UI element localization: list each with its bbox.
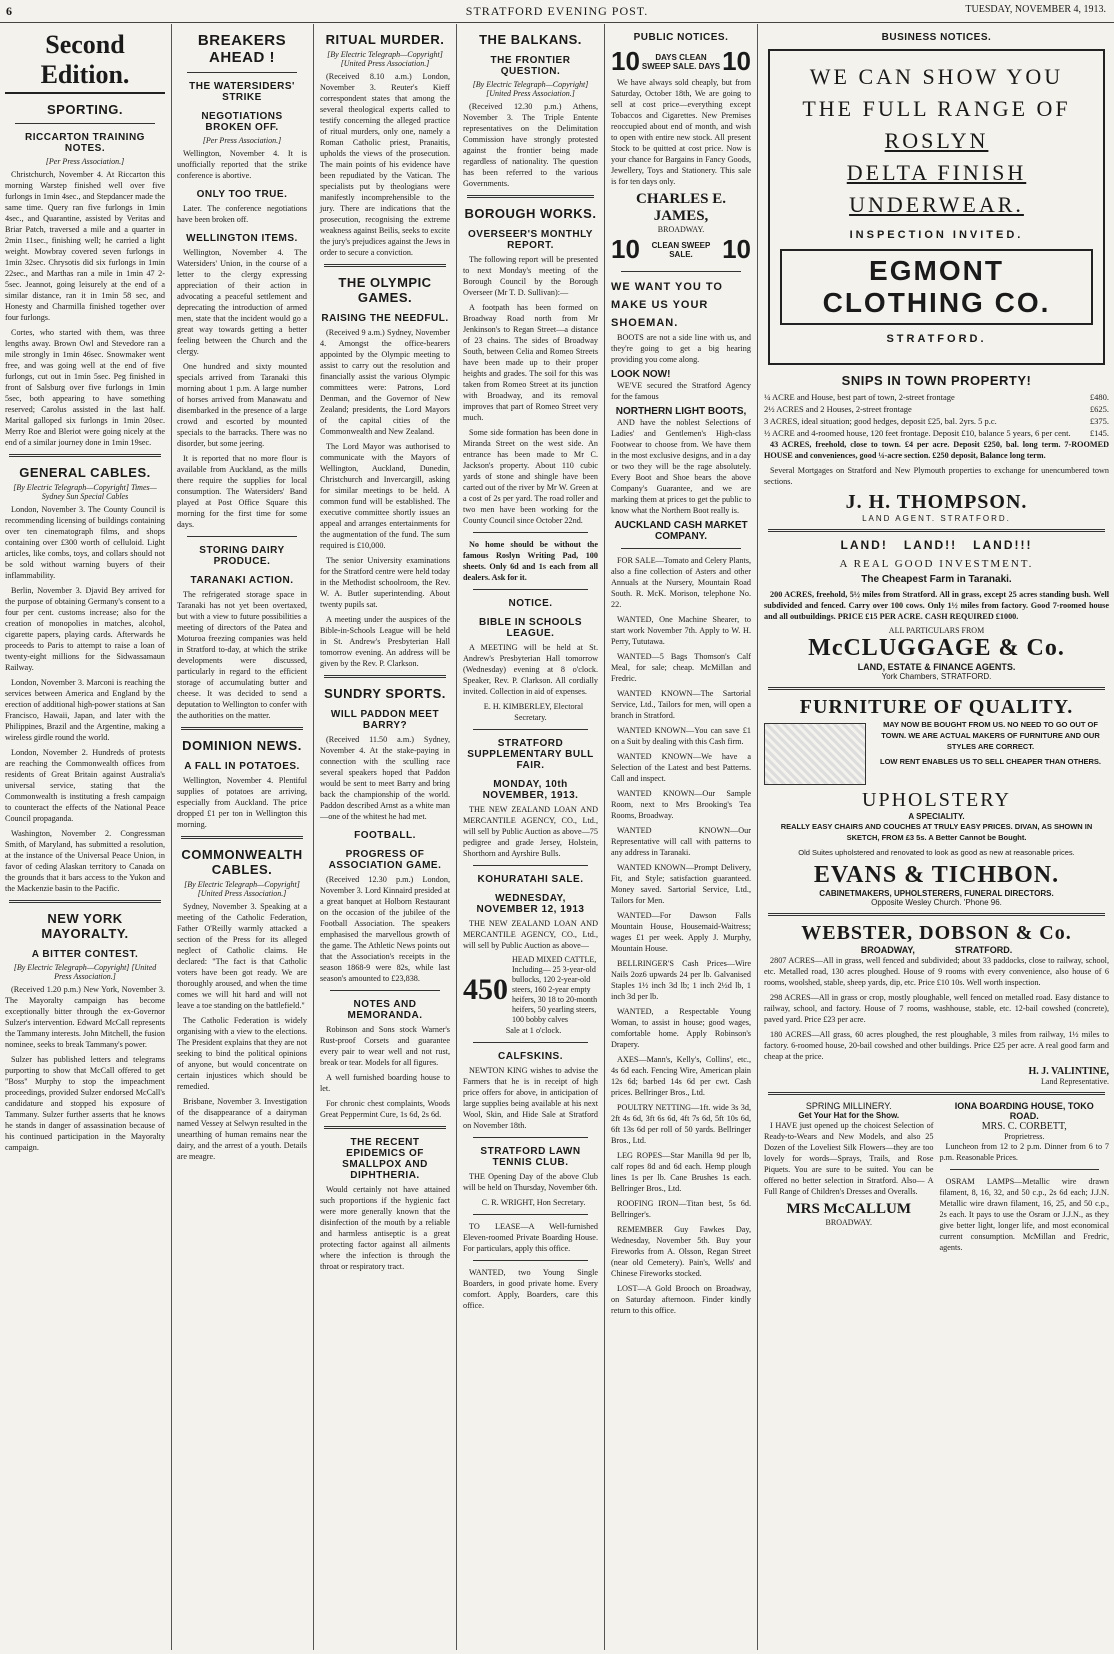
divider [330,990,440,991]
news-credit: [By Electric Telegraph—Copyright] [United Press Association.] [327,50,443,68]
article-paragraph: London, November 3. The County Council is recommending licensing of buildings containing over ten cinematograph films, and shops containing over £300 worth of celluloid. Light articles, like combs, toys, and collars should not be sold without warning buyers of their inflammability. [5,505,165,580]
cattle-ad [463,955,598,1025]
classified: WANTED KNOWN—Prompt Delivery, Fit, and Style; satisfaction guaranteed. Money saved. Sartorial Service, Ltd., Tailors for Men. [611,863,751,905]
notice-heading: BIBLE IN SCHOOLS LEAGUE. [478,617,582,639]
article-subheading: NEGOTIATIONS BROKEN OFF. [201,111,283,133]
sofa-illustration-icon [764,723,866,785]
edition-banner: Second Edition. [5,30,165,94]
property-listing [764,427,1109,439]
advertiser-address: York Chambers, STRATFORD. [881,672,992,681]
article-subheading: A FALL IN POTATOES. [184,761,300,772]
classified: WANTED—5 Bags Thomson's Calf Meal, for sale; cheap. McMillan and Fredric. [611,652,751,683]
divider [187,536,297,537]
classified: AXES—Mann's, Kelly's, Collins', etc., 4s 6d each. Fencing Wire, American plain 12s 6d; barbed 14s 6d per cwt. Cash prices. Bellringer Bros., Ltd. [611,1055,751,1097]
news-credit: [By Electric Telegraph—Copyright] Times—Sydney Sun Special Cables [13,483,157,501]
notice-signature: E. H. KIMBERLEY, Electoral Secretary. [483,702,584,722]
land-subheading: A REAL GOOD INVESTMENT. [839,558,1034,570]
article-subheading: THE WATERSIDERS' STRIKE [189,81,295,103]
notice-heading: NOTICE. [508,598,553,609]
news-credit: [Per Press Association.] [45,157,125,166]
property-extra: 43 ACRES, freehold, close to town. £4 per acre. Deposit £250, bal. long term. 7-ROOMED HOUSE and conveniences, good ¼-acre section. £250 deposit, Balance long term. [764,440,1109,460]
notice-heading: KOHURATAHI SALE. [477,874,584,885]
article-paragraph: (Received 12.30 p.m.) Athens, November 3. The Triple Entente representatives on the Delimitation Commission have strongly protested against the frontier being made regardless of nationality. The question has been referred to the various Governments. [463,102,598,188]
ad-text: OSRAM LAMPS—Metallic wire drawn filament, 8, 16, 32, and 50 c.p., 2s 6d each; J.J.N. Metallic wire drawn filament, 16, 25, and 50 c.p., 2s each. It pays to use the Osram or J.J.N., as they give better light, longer life, and most economical current consumption. McMillan and Fredric, agents. [939,1177,1109,1252]
upholstery-text: REALLY EASY CHAIRS AND COUCHES AT TRULY EASY PRICES. DIVAN, AS SHOWN IN SKETCH, FROM £3 5s. A Better Cannot be Bought. [780,822,1093,842]
divider [473,1260,588,1261]
land-listing: 2807 ACRES—All in grass, well fenced and subdivided; about 33 paddocks, close to railway, school, etc. Metalled road, 130 acres ploughed. House of 9 rooms with every convenience, also house of 6 rooms, woolshed, stable, sheep yards, dip, etc. Price £10 10s. Well worth inspection. [764,956,1109,987]
article-paragraph: Later. The conference negotiations have been broken off. [177,204,307,224]
divider [324,675,446,678]
divider [467,195,594,198]
advertiser-name: J. H. THOMPSON. [845,491,1028,513]
classified: WANTED KNOWN—The Sartorial Service, Ltd., Tailors for men, will open a branch in Stratford. [611,689,751,720]
ad-heading: IONA BOARDING HOUSE, TOKO ROAD. [954,1101,1094,1121]
cattle-count: 450 [463,973,508,1006]
ad-heading: SNIPS IN TOWN PROPERTY! [841,373,1032,388]
article-subheading: ONLY TOO TRUE. [196,189,288,200]
divider [768,529,1105,532]
article-heading: RICCARTON TRAINING NOTES. [25,132,145,154]
article-subheading: WELLINGTON ITEMS. [186,233,298,244]
classified: BELLRINGER'S Cash Prices—Wire Nails 2oz6 upwards 24 per lb. Galvanised Staples 1½ inch 3d lb; 1 inch 2½d lb, 1 inch 3d per lb. [611,959,751,1001]
property-price: £375. [1089,416,1109,426]
ad-inspection: INSPECTION INVITED. [849,229,1024,241]
advertiser-address: Opposite Wesley Church. 'Phone 96. [871,898,1002,907]
agent-name: H. J. VALINTINE, [1028,1066,1109,1077]
property-text: 2½ ACRES and 2 Houses, 2-street frontage [764,404,912,414]
article-paragraph: (Received 9 a.m.) Sydney, November 4. Amongst the office-bearers appointed by the Olympic meeting to assist to carry out the resolution and financially assist the various Olympic committees were: Patrons, Lord Denman, and the Governor of New Zealand; presidents, the Lord Mayors of the capital cities of the Commonwealth and New Zealand. [320,328,450,436]
proprietor-title: Proprietress. [1004,1132,1045,1141]
particulars-label: ALL PARTICULARS FROM [888,626,985,635]
section-heading: SPORTING. [46,102,123,117]
article-heading: GENERAL CABLES. [19,465,151,480]
divider [473,865,588,866]
article-heading: COMMONWEALTH CABLES. [181,847,303,877]
advertiser-subtitle: CABINETMAKERS, UPHOLSTERERS, FUNERAL DIRECTORS. [819,889,1054,898]
upholstery-text: Old Suites upholstered and renovated to look as good as new at reasonable prices. [798,848,1075,857]
article-paragraph: Wellington, November 4. Plentiful supplies of potatoes are arriving, especially from Auckland. The price dropped £1 per ton in Wellington this morning. [177,776,307,829]
article-subheading: RAISING THE NEEDFUL. [321,313,449,324]
notice-signature: C. R. WRIGHT, Hon Secretary. [481,1198,586,1207]
article-paragraph: The following report will be presented to next Monday's meeting of the Borough Council by the Borough Overseer (Mr T. D. Sullivan):— [463,255,598,297]
ad-line: ROSLYN [884,128,989,153]
sale-banner [611,234,751,265]
ad-line: DELTA FINISH [846,160,1027,185]
advertiser-address: BROADWAY. [825,1218,872,1227]
article-paragraph: One hundred and sixty mounted specials arrived from Taranaki this morning about 1 p.m. A large number of horses arrived from Manawatu and disembarked in the presence of a large crowd and escorted by mounted specials to the barracks. There was no disorder, but some jeering. [177,362,307,448]
article-paragraph: Brisbane, November 3. Investigation of the disappearance of a dairyman named Vessey at Selwyn resulted in the unearthing of human remains near the dairy, and the arrest of a youth. Details are meagre. [177,1097,307,1161]
divider [15,123,155,124]
advertiser-name: AUCKLAND CASH MARKET COMPANY. [614,520,748,542]
classified: WANTED—For Dawson Falls Mountain House, Housemaid-Waitress; wages £1 per week. Apply J. Murphy, Mountain House. [611,911,751,953]
newspaper-title: STRATFORD EVENING POST. [465,4,649,18]
column-6 [759,24,1114,1650]
property-text: ½ ACRE and 4-roomed house, 120 feet frontage. Deposit £10, balance 5 years, 6 per cent. [764,428,1071,438]
divider [768,913,1105,916]
divider [473,532,588,533]
divider [324,264,446,267]
ad-line: THE FULL RANGE OF [802,96,1071,121]
article-paragraph: The refrigerated storage space in Taranaki has not yet been overtaxed, but with a view to future possibilities a meeting of directors of the Patea and Moturoa freezing companies was held in Stratford to-day, at which the strike developments were discussed, particularly in regard to the efficient storage of accumulating butter and cheese. It was decided to send a deputation to Wellington to confer with the authorities on the matter. [177,590,307,720]
millinery-ad [764,1101,934,1257]
article-paragraph: The senior University examinations for the Stratford centre were held today in the Methodist schoolroom, the Rev. W. A. Butler superintending. About twenty pupils sat. [320,556,450,609]
section-heading: PUBLIC NOTICES. [633,32,729,43]
divider [181,836,303,839]
sale-days-number: 10 [611,46,640,76]
property-listing [764,403,1109,415]
advertiser-name: WEBSTER, DOBSON & Co. [801,922,1072,944]
divider [621,271,741,272]
column-5 [606,24,756,1650]
property-listing [764,415,1109,427]
news-credit: [By Electric Telegraph—Copyright] [United Press Association.] [184,880,300,898]
article-heading: THE BALKANS. [479,32,582,47]
article-paragraph: (Received 11.50 a.m.) Sydney, November 4. At the stake-paying in connection with the sculling race several speakers hoped that Paddon would be sent to meet Barry and bring back the championship of the world. Paddon described Arnst as a white man—one of the whitest he had met. [320,735,450,821]
article-subheading: THE FRONTIER QUESTION. [490,55,571,77]
article-paragraph: London, November 3. Marconi is reaching the services between America and England by the erection of additional high-power stations at San Francisco, Hawaii, Japan, and later with the Philippines, Brazil and the Argentine, making a wireless girdle round the world. [5,678,165,742]
advertiser-name: CHARLES E. JAMES, [635,191,727,224]
article-subheading: A BITTER CONTEST. [31,949,139,960]
divider [473,1042,588,1043]
article-heading: RITUAL MURDER. [325,32,445,47]
sale-days-number: 10 [722,234,751,264]
article-paragraph: Berlin, November 3. Djavid Bey arrived for the purpose of obtaining Germany's consent to a four per cent. customs increase; also for the creation of monopolies in matches, alcohol, cigarette papers, playing cards. Afterwards he proceeds to Paris to attempt to raise a loan of twenty-eight millions for the Sidwassamaun Railway. [5,586,165,672]
divider [473,729,588,730]
advertisement-text: AND have the noblest Selections of Ladies' and Gentlemen's High-class Footwear to choose from. We have them in the most exclusive designs, and in a day or two they will be the rage absolutely. Every Boot and Shoe bears the above Company's Guarantee, and we are marking them at prices to get the public to know what the Northern Boot really is. [611,418,751,515]
advertiser-subtitle: BROADWAY, STRATFORD. [860,945,1013,955]
divider [473,1137,588,1138]
article-subheading: PROGRESS OF ASSOCIATION GAME. [328,849,442,871]
article-paragraph: A well furnished boarding house to let. [320,1073,450,1093]
article-subheading: FOOTBALL. [354,830,416,841]
news-credit: [Per Press Association.] [202,136,282,145]
property-listing [764,391,1109,403]
notice-text: A MEETING will be held at St. Andrew's Presbyterian Hall tomorrow (Wednesday) evening at 8 o'clock. Speaker, Rev. P. Clarkson. All cordially invited. Collection in aid of expenses. [463,643,598,696]
classified: WANTED KNOWN—Our Sample Room, next to Mrs Brooking's Tea Rooms, Broadway. [611,789,751,820]
article-paragraph: The Catholic Federation is widely organising with a view to the elections. The President explains that they are not seeking to bind the political opinions of anyone, but would concentrate on certain injustices which should be remedied. [177,1016,307,1091]
divider [621,548,741,549]
sale-banner-label: CLEAN SWEEP SALE. [651,240,711,259]
notice-text: THE Opening Day of the above Club will be held on Thursday, November 6th. [463,1172,598,1192]
sale-banner-label: DAYS CLEAN SWEEP SALE. DAYS [641,52,721,71]
article-heading: THE RECENT EPIDEMICS OF SMALLPOX AND DIPHTHERIA. [342,1137,428,1181]
sale-days-number: 10 [611,234,640,264]
furniture-heading: FURNITURE OF QUALITY. [799,696,1074,718]
article-paragraph: Sulzer has published letters and telegrams purporting to show that McCall offered to get "Boss" Murphy to stop the impeachment proceedings, provided Sulzer endorsed McCall's candidature and stopped his exposure of Tammany. Sulzer further asserts that he knows he stands in danger of assassination because of his continued participation in the Mayoralty campaign. [5,1055,165,1152]
divider [950,1169,1100,1170]
ad-location: STRATFORD. [886,333,987,345]
classified: LEG ROPES—Star Manilla 9d per lb, calf ropes 8d and 6d each. Hemp plough lines 1s per lb. Cane Brushes 1s each. Bellringer Bros., Ltd. [611,1151,751,1193]
ad-subheading: Get Your Hat for the Show. [798,1111,900,1120]
classified: FOR SALE—Tomato and Celery Plants, also a fine collection of Asters and other Annuals at the Nursery, Mountain Road South. R. McK. Morison, telephone No. 22. [611,556,751,609]
advertiser-name: McCLUGGAGE & Co. [808,635,1065,661]
ad-heading: SPRING MILLINERY. [805,1101,892,1111]
article-heading: DOMINION NEWS. [182,738,302,753]
notice-text: Sale at 1 o'clock. [505,1026,562,1035]
advertisement-text: We have always sold cheaply, but from Saturday, October 18th, We are going to sell at cost price—everything except Tobaccos and Cigarettes. New Premises reoccupied about end of month, and wish to open with entire new stock. All present Stock to be quitted at cost price. Now is your chance for Bargains in Fancy Goods, Jewellery, Toys and Stationery. This sale is for ten days only. [611,78,751,186]
article-subheading: WILL PADDON MEET BARRY? [330,709,440,731]
divider [181,727,303,730]
section-heading: BUSINESS NOTICES. [881,32,992,43]
article-subheading: OVERSEER'S MONTHLY REPORT. [468,229,593,251]
notice-heading: WEDNESDAY, NOVEMBER 12, 1913 [476,893,585,915]
notice-text: THE NEW ZEALAND LOAN AND MERCANTILE AGENCY, CO., Ltd., will sell by Public Auction as above—75 pedigree and grade Jersey, Holstein, Shorthorn and Ayrshire Bulls. [463,805,598,858]
advertisement: No home should be without the famous Roslyn Writing Pad, 100 sheets. Only 6d and 1s each from all dealers. Ask for it. [463,540,598,582]
article-paragraph: Some side formation has been done in Miranda Street on the west side. An entrance has been made to Mr C. Jackson's property. About 110 cubic yards of stone and shingle have been carted out of the river by Mr W. Green at a cost of 2s per yard. The road roller and two men have been working for the County Council since October 22nd. [463,428,598,525]
advertisement-text: BOOTS are not a side line with us, and they're going to get a big hearing providing you come along. [611,333,751,364]
notice-heading: CALFSKINS. [498,1051,563,1062]
article-paragraph: Wellington, November 4. It is unofficially reported that the strike conference is abortive. [177,149,307,180]
divider [768,687,1105,690]
divider [9,900,161,903]
classified: WANTED, One Machine Shearer, to start work November 7th. Apply to W. H. Perry, Tututawa. [611,615,751,646]
article-paragraph: Wellington, November 4. The Watersiders' Union, in the course of a letter to the clergy expressing appreciation of their action in advocating a peaceful settlement and deprecating the introduction of armed men, state that the incident would go a great way towards getting a better feeling between the Church and the clergy. [177,248,307,356]
egmont-advertisement [768,49,1105,365]
advertiser-name: EVANS & TICHBON. [813,862,1060,888]
article-paragraph: A footpath has been formed on Broadway Road north from Mr Jenkinson's to Regan Street—a distance of 23 chains. The sides of Broadway South, between Celia and Romeo Streets have been made up to their proper heights and grades. The soil for this was taken from Romeo Street at its junction with Broadway, and its removal improves that part of Romeo Street very much. [463,303,598,422]
article-heading: BOROUGH WORKS. [464,206,597,221]
agent-title: Land Representative. [1041,1077,1109,1086]
column-2 [172,24,312,1650]
classified: LOST—A Gold Brooch on Broadway, on Saturday afternoon. Finder kindly return to this office. [611,1284,751,1315]
news-credit: [By Electric Telegraph—Copyright] [United Press Association.] [13,963,157,981]
article-paragraph: It is reported that no more flour is available from Auckland, as the mills there require the supplies for local consumption. The Watersiders' Band played at Post Office Square this morning for the first time for some days. [177,454,307,529]
notice-heading: MONDAY, 10th NOVEMBER, 1913. [482,779,579,801]
article-paragraph: Christchurch, November 4. At Riccarton this morning Warstep finished well over five furlongs in 1min 4sec., and Stepdancer made the same time. Query ran five furlongs in 1min 4sec., and Quarantine, assisted by Veritas and Briar Patch, traversed a mile and a quarter in 2min 11sec., finishing well; he carried a light weight. Mowbray covered seven furlongs in 1min 32sec. Chrysotis did six furlongs in 1min 22sec., and Marthas ran a mile in 1min 47 2-5sec. Jeannot, going leisurely at the end of a similar distance, ran it in 1min 58 sec, and Honesty and Charmilla finished together over four furlongs. [5,170,165,322]
advertiser-subtitle: LAND, ESTATE & FINANCE AGENTS. [857,662,1016,672]
ad-line: UNDERWEAR. [849,192,1024,217]
land-listing: 298 ACRES—All in grass or crop, mostly ploughable, well fenced on metalled road. Easy distance to railway, school, and factory. House of 7 rooms, washhouse, stable, etc. 12-bail cowshed (concrete), paved yard. Price £23 per acre. [764,993,1109,1024]
classified: TO LEASE—A Well-furnished Eleven-roomed Private Boarding House. For particulars, apply this office. [463,1222,598,1253]
article-paragraph: Washington, November 2. Congressman Smith, of Maryland, has submitted a resolution, at the instance of the Universal Peace Union, in favor of ceding Alaskan territory to Canada on the grounds that it bars access to the Yukon and the Mackenzie basin to the Pacific. [5,829,165,893]
article-heading: THE OLYMPIC GAMES. [338,275,432,305]
column-4 [458,24,603,1650]
news-credit: [By Electric Telegraph—Copyright] [United Press Association.] [472,80,589,98]
divider [324,1126,446,1129]
property-price: £625. [1089,404,1109,414]
classified: WANTED KNOWN—Our Representative will call with patterns to any address in Taranaki. [611,826,751,857]
classified: WANTED, a Respectable Young Woman, to assist in house; good wages, comfortable home. Apply Robinson's Drapery. [611,1007,751,1049]
land-listing: 180 ACRES—All grass, 60 acres ploughed, the rest ploughable, 3 miles from railway, 1½ miles to factory. 6-roomed house, 20-bail cowshed and other buildings. Price £25 per acre. A real good farm and cheap at the price. [764,1030,1109,1061]
masthead [0,0,1114,23]
classified: WANTED KNOWN—You can save £1 on a Suit by dealing with this Cash firm. [611,726,751,746]
article-paragraph: For chronic chest complaints, Woods Great Peppermint Cure, 1s 6d, 2s 6d. [320,1099,450,1119]
article-heading: NOTES AND MEMORANDA. [347,999,423,1021]
furniture-ad-body [764,719,1109,789]
article-paragraph: (Received 8.10 a.m.) London, November 3. Reuter's Kieff correspondent states that among the several theological experts called to testify concerning the alleged practice of ritual murders, only one, namely a Roman Catholic priest, Pranaitis, upholds the views of the prosecution. The main points of his evidence have been repudiated by the Vatican. The specialists put by theologians were manifestly incomprehensible to the jury. There are indications that the prosecution, recognising the extreme weakness against Beilis, seeks to excite the jury's prejudices against the Jews in order to secure a conviction. [320,72,450,257]
bottom-ads [764,1101,1109,1257]
classified: WANTED KNOWN—We have a Selection of the Latest and best Patterns. Call and inspect. [611,752,751,783]
article-heading: SUNDRY SPORTS. [324,686,446,701]
article-heading: STORING DAIRY PRODUCE. [199,545,285,567]
property-text: 3 ACRES, ideal situation; good hedges, deposit £25, bal. 2yrs. 5 p.c. [764,416,997,426]
article-paragraph: Sydney, November 3. Speaking at a meeting of the Catholic Federation, Father O'Reilly warmly attacked a section of the Press for its alleged neglect of Catholic claims. He declared: "The fact is that Catholic voters have been got ready. We are thoroughly aroused, and when the time comes we will hit hard and will not leave a toe standing on the battlefield." [177,902,307,1010]
notice-heading: STRATFORD LAWN TENNIS CLUB. [480,1146,581,1168]
article-paragraph: Would certainly not have attained such proportions if the hygienic fact were more generally known that the disinfection of the mouth by a reliable and harmless antiseptic is a great protecting factor against all ailments where the infection is through the throat or respiratory tract. [320,1185,450,1271]
upholstery-subheading: A SPECIALITY. [908,812,965,821]
notice-heading: STRATFORD SUPPLEMENTARY BULL FAIR. [467,738,594,771]
sale-days-number: 10 [722,46,751,76]
furniture-text: MAY NOW BE BOUGHT FROM US. NO NEED TO GO OUT OF TOWN. WE ARE ACTUAL MAKERS OF FURNITURE AND OUR STYLES ARE CORRECT. [881,720,1100,751]
page-number: 6 [6,4,12,18]
advertiser-name: MRS McCALLUM [786,1201,912,1217]
notice-text: NEWTON KING wishes to advise the Farmers that he is in receipt of high price offers for above, in anticipation of large supplies being available at his next Wool, Skin, and Hide Sale at Stratford on November 18th. [463,1066,598,1130]
column-rule [313,24,314,1650]
shoeman-heading: WE WANT YOU TO MAKE US YOUR SHOEMAN. [611,281,723,329]
property-price: £145. [1089,428,1109,438]
article-paragraph: London, November 2. Hundreds of protests are reaching the Commonwealth offices from residents of Great Britain against Australia's universal service, stating that the Commonwealth is instituting a fresh campaign to counteract the effects of the National Peace Council propaganda. [5,748,165,823]
look-now-heading: LOOK NOW! [611,369,671,380]
column-rule [604,24,605,1650]
article-paragraph: Robinson and Sons stock Warner's Rust-proof Corsets and guarantee every pair to wear well and not rust, break or tear. Models for all figures. [320,1025,450,1067]
advertiser-address: BROADWAY. [657,225,705,234]
column-rule [456,24,457,1650]
property-price: £480. [1089,392,1109,402]
divider [473,589,588,590]
classified: ROOFING IRON—Titan best, 5s 6d. Bellringer's. [611,1199,751,1219]
advertiser-subtitle: LAND AGENT. STRATFORD. [862,514,1011,523]
article-paragraph: The Lord Mayor was authorised to communicate with the Mayors of Wellington, Auckland, Dunedin, Christchurch and Invercargill, asking for similar meetings to be held. A common fund will be established. The executive committee shortly issues an appeal and arranges entertainments for the augmentation of the fund. The sum required is £10,000. [320,442,450,550]
divider [768,1092,1105,1095]
article-heading: BREAKERS AHEAD ! [197,32,287,66]
ad-text: Luncheon from 12 to 2 p.m. Dinner from 6 to 7 p.m. Reasonable Prices. [939,1142,1109,1162]
northern-light-heading: NORTHERN LIGHT BOOTS, [615,406,747,417]
egmont-logo: EGMONT CLOTHING CO. [780,249,1093,325]
ad-line: WE CAN SHOW YOU [809,64,1064,89]
divider [9,454,161,457]
proprietor-name: MRS. C. CORBETT, [981,1121,1067,1132]
property-text: ¼ ACRE and House, best part of town, 2-street frontage [764,392,955,402]
notice-text: THE NEW ZEALAND LOAN AND MERCANTILE AGENCY, CO., Ltd., will sell by Public Auction as above— [463,919,598,950]
property-note: Several Mortgages on Stratford and New Plymouth properties to exchange for unencumbered town sections. [764,466,1109,486]
cattle-list: HEAD MIXED CATTLE, Including— 25 3-year-old bullocks, 120 2-year-old steers, 160 2-year empty heifers, 30 18 to 20-month heifers, 50 yearling steers, 100 bobby calves [512,955,598,1024]
article-subheading: TARANAKI ACTION. [190,575,294,586]
sale-banner [611,46,751,77]
land-description: 200 ACRES, freehold, 5½ miles from Stratford. All in grass, except 25 acres standing bush. Well subdivided and fenced. Carry over 100 cows. Only 1½ miles from factory. Good 7-roomed house and all outbuildings. PRICE £15 PER ACRE. CASH REQUIRED £1000. [764,590,1109,621]
classified: REMEMBER Guy Fawkes Day, Wednesday, November 5th. Buy your Fireworks from A. Olsson, Regan Street (near old Cemetery). Pain's, Wells' and Chinese Fireworks stocked. [611,1225,751,1278]
article-heading: NEW YORK MAYORALTY. [41,911,129,941]
furniture-text: LOW RENT ENABLES US TO SELL CHEAPER THAN OTHERS. [880,757,1101,766]
issue-date: TUESDAY, NOVEMBER 4, 1913. [965,4,1106,15]
furniture-ad-text [872,719,1109,771]
boarding-and-lamp-ads [940,1101,1110,1257]
article-paragraph: (Received 12.30 p.m.) London, November 3. Lord Kinnaird presided at a great banquet at Holborn Restaurant on the occasion of the jubilee of the Football Association. The speakers emphasised the marvellous growth of the game. The Athletic News points out that the Association's receipts in the season 1868-9 were 82s, while last season's amounted to £23,838. [320,875,450,983]
land-heading: LAND! LAND!! LAND!!! [840,538,1033,552]
advertisement-text: WE'VE secured the Stratford Agency for the famous [611,381,751,401]
column-3 [315,24,455,1650]
column-1 [0,24,170,1650]
classified: WANTED, two Young Single Boarders, in good private home. Every comfort. Apply, Boarders, care this office. [463,1268,598,1310]
column-rule [757,24,758,1650]
article-paragraph: A meeting under the auspices of the Bible-in-Schools League will be held in St. Andrew's Presbyterian Hall tomorrow evening. An address will be given by the Rev. P. Clarkson. [320,615,450,668]
divider [187,72,297,73]
divider [473,1214,588,1215]
article-paragraph: Cortes, who started with them, was three lengths away. Brown Owl and Stevedore ran a mile strongly in 1min 46sec. Snowmaker went free, and was going well at the end of five furlongs, cut out in 1min 5sec. Peg finished in front of Salsburg over five furlongs in 1min 5sec, both appearing to have something reserved; Carolus assisted in the last half. Marital galloped six furlongs in 1min 20sec. Merry Roe and Bleriot were going nicely at the end of a similar journey done in 1min 19sec. [5,328,165,447]
classified: POULTRY NETTING—1ft. wide 3s 3d, 2ft 4s 6d, 3ft 6s 6d, 4ft 7s 6d, 5ft 10s 6d, 6ft 13s 6d per roll of 50 yards. Bellringer Bros., Ltd. [611,1103,751,1145]
land-subheading: The Cheapest Farm in Taranaki. [861,574,1012,585]
upholstery-heading: UPHOLSTERY [862,789,1011,811]
ad-text: I HAVE just opened up the choicest Selection of Ready-to-Wears and New Models, and also 25 Dozen of the Loveliest Silk Flowers—they are too lovely for words—Sprays, Trails, and Rose Piquets. You are sure to be suited. You can be offered no better selection in Stratford. Also— A Full Range of Children's Dresses and Overalls. [764,1121,934,1196]
article-paragraph: (Received 1.20 p.m.) New York, November 3. The Mayoralty campaign has become exceptionally bitter through the ex-Governor Sulzer's intervention. Edward McCall represents the Tammany interests. John Mitchell, the fusion nominee, seeks to break Tammany's power. [5,985,165,1049]
